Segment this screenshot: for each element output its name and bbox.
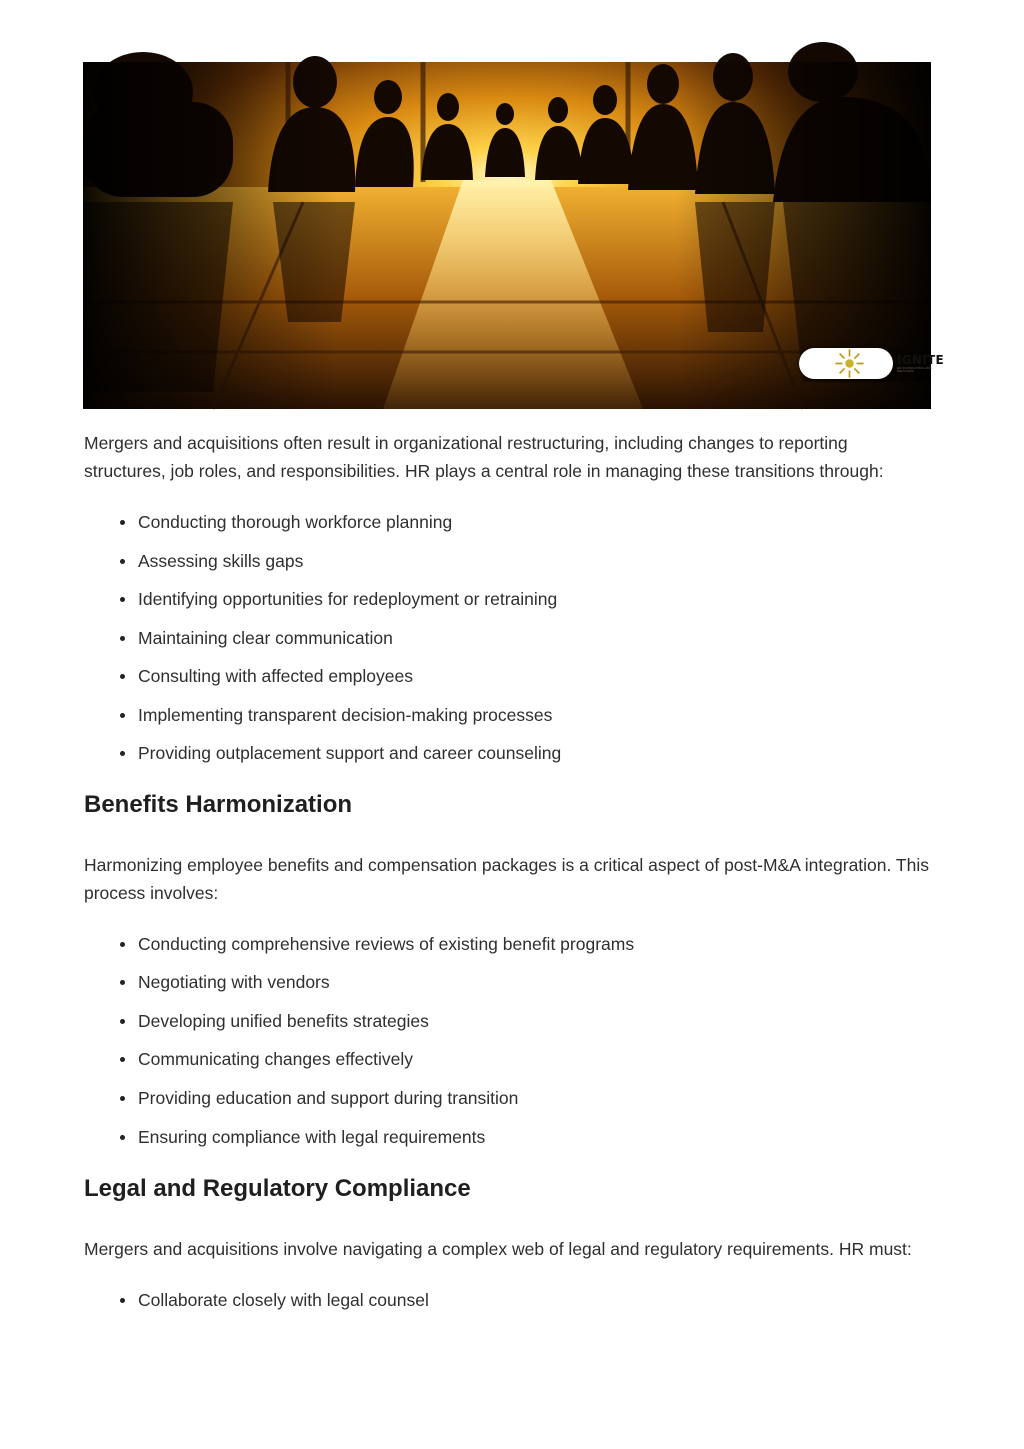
list-item: Consulting with affected employees	[84, 664, 934, 688]
article-body	[84, 429, 934, 1312]
list-item: Developing unified benefits strategies	[84, 1009, 934, 1033]
list-item: Negotiating with vendors	[84, 970, 934, 994]
section-heading-legal: Legal and Regulatory Compliance	[84, 1175, 471, 1202]
list-item: Conducting comprehensive reviews of existing benefit programs	[84, 932, 934, 956]
section-heading-benefits: Benefits Harmonization	[84, 791, 353, 818]
list-item: Collaborate closely with legal counsel	[84, 1288, 934, 1312]
list-item: Conducting thorough workforce planning	[84, 510, 934, 534]
legal-list	[84, 1288, 934, 1312]
list-item: Maintaining clear communication	[84, 626, 934, 650]
list-item: Assessing skills gaps	[84, 549, 934, 573]
legal-intro: Mergers and acquisitions involve navigating a complex web of legal and regulatory requirements. HR must:	[84, 1239, 912, 1259]
restructuring-list	[84, 510, 934, 765]
list-item: Implementing transparent decision-making processes	[84, 703, 934, 727]
list-item: Ensuring compliance with legal requirements	[84, 1125, 934, 1149]
ignite-logo	[799, 348, 945, 379]
sunburst-logo-icon	[806, 348, 893, 379]
logo-wordmark: IGNITE	[897, 353, 945, 367]
list-item: Providing outplacement support and career counseling	[84, 741, 934, 765]
benefits-intro: Harmonizing employee benefits and compensation packages is a critical aspect of post-M&A integration. This process involves:	[84, 855, 929, 903]
list-item: Identifying opportunities for redeployment or retraining	[84, 587, 934, 611]
logo-tagline: HR CONSULTING AND SERVICES	[897, 366, 933, 373]
list-item: Providing education and support during transition	[84, 1086, 934, 1110]
restructuring-intro: Mergers and acquisitions often result in organizational restructuring, including changes to reporting structures, job roles, and responsibilities. HR plays a central role in managing these transitions through:	[84, 433, 884, 481]
hero-image	[83, 62, 945, 409]
list-item: Communicating changes effectively	[84, 1047, 934, 1071]
benefits-list	[84, 932, 934, 1149]
